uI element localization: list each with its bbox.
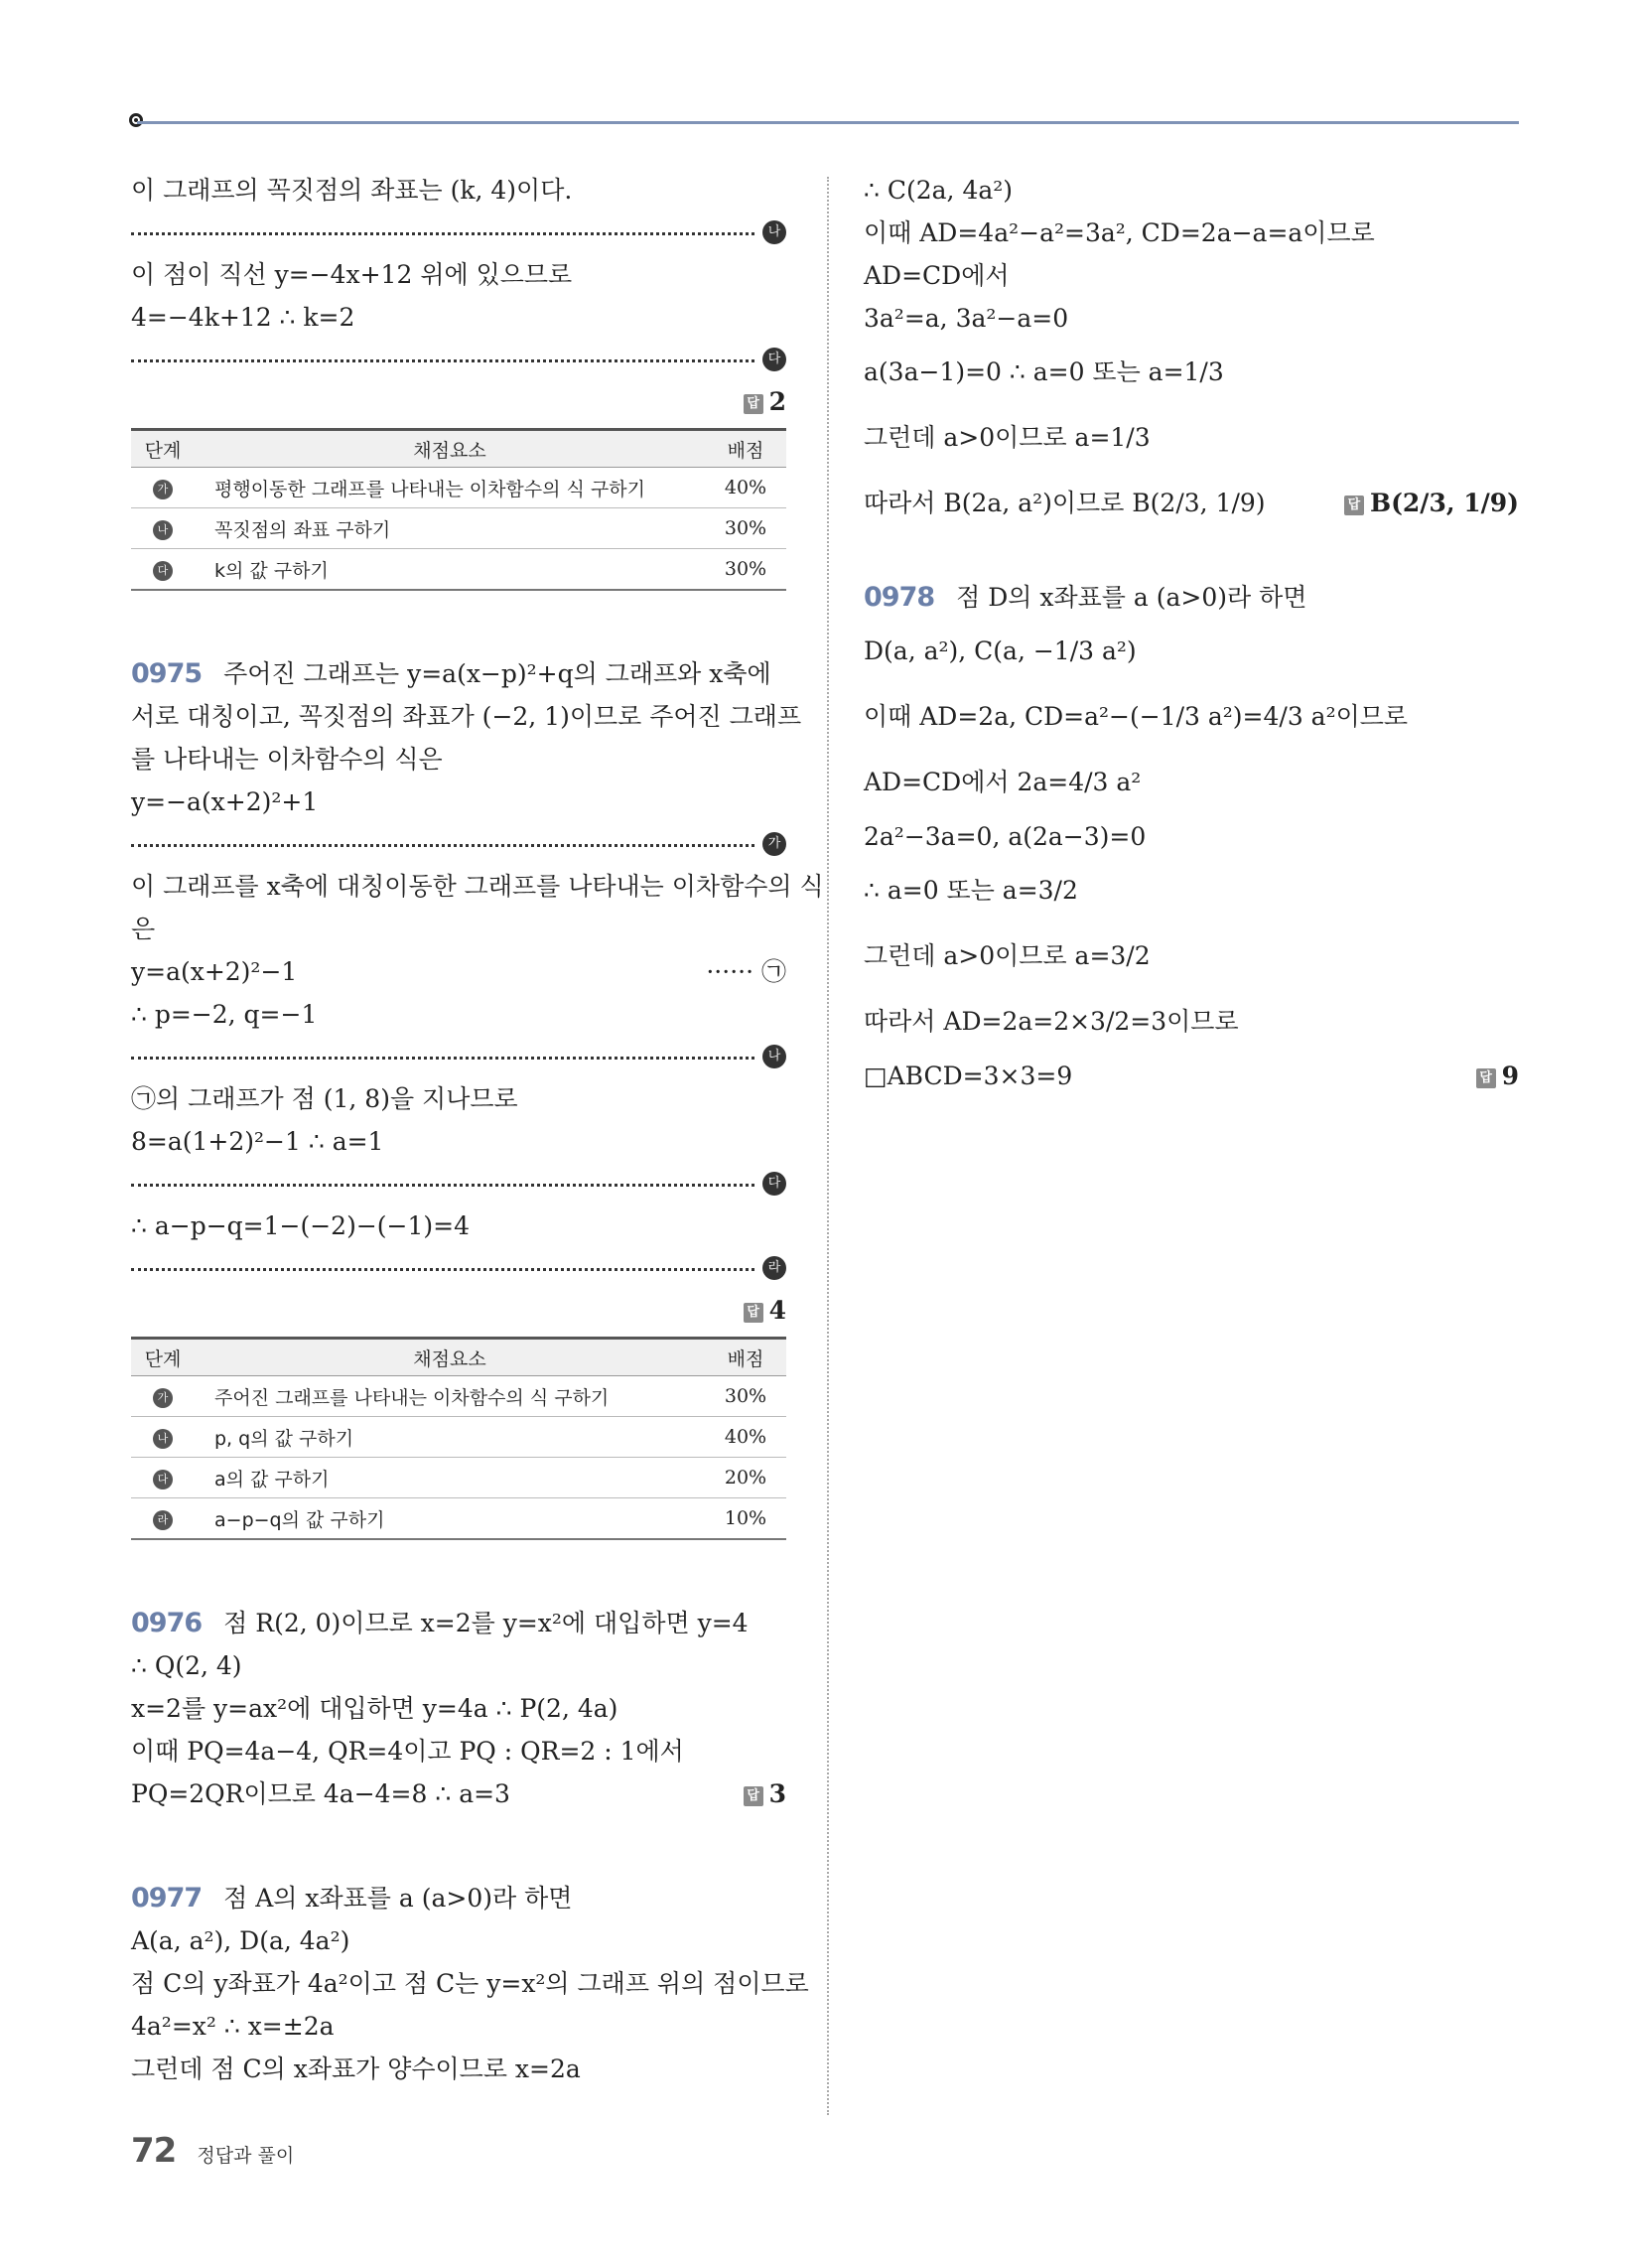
equation-line: y=a(x+2)²−1 ······ ㉠ — [131, 950, 786, 993]
text-line: 이때 AD=4a²−a²=3a², CD=2a−a=a이므로 — [864, 218, 1375, 247]
text-line: 이때 AD=2a, CD=a²−(−1/3 a²)=4/3 a²이므로 — [864, 702, 1409, 731]
text-line: 4=−4k+12 ∴ k=2 — [131, 303, 355, 332]
table-header: 배점 — [705, 430, 786, 468]
table-header: 단계 — [131, 1339, 195, 1376]
text-line: 따라서 AD=2a=2×3/2=3이므로 — [864, 1007, 1239, 1036]
step-badge: 나 — [762, 1045, 786, 1068]
table-cell: 10% — [705, 1498, 786, 1540]
step-badge: 다 — [153, 561, 173, 581]
table-cell: 20% — [705, 1458, 786, 1498]
answer — [744, 1772, 786, 1815]
text-line: AD=CD에서 2a=4/3 a² — [864, 768, 1142, 796]
text-line: ∴ C(2a, 4a²) — [864, 176, 1014, 205]
answer-icon: 답 — [744, 1303, 763, 1323]
footer-title: 정답과 풀이 — [197, 2145, 295, 2167]
text-line: ∴ Q(2, 4) — [131, 1651, 242, 1680]
text-line: y=−a(x+2)²+1 — [131, 787, 319, 816]
problem-number: 0975 — [131, 658, 203, 689]
step-separator — [131, 1163, 786, 1205]
table-row — [131, 1376, 786, 1417]
text-line: 그런데 a>0이므로 a=1/3 — [864, 423, 1151, 452]
text-line: a(3a−1)=0 ∴ a=0 또는 a=1/3 — [864, 357, 1224, 386]
text-line: ∴ a−p−q=1−(−2)−(−1)=4 — [131, 1211, 470, 1240]
table-cell: k의 값 구하기 — [195, 549, 705, 591]
step-badge: 나 — [762, 220, 786, 244]
text-line: 2a²−3a=0, a(2a−3)=0 — [864, 822, 1147, 851]
problem-0975-first-line: 0975 주어진 그래프는 y=a(x−p)²+q의 그래프와 x축에 — [131, 658, 771, 689]
text-line: 이때 PQ=4a−4, QR=4이고 PQ : QR=2 : 1에서 — [131, 1737, 684, 1766]
right-column — [864, 169, 1519, 1097]
answer — [1476, 1055, 1519, 1097]
text-line: AD=CD에서 — [864, 261, 1010, 290]
table-cell: 30% — [705, 1376, 786, 1417]
problem-number: 0977 — [131, 1883, 203, 1914]
text-line: 8=a(1+2)²−1 ∴ a=1 — [131, 1127, 384, 1156]
table-row — [131, 1417, 786, 1458]
text-line: A(a, a²), D(a, 4a²) — [131, 1926, 350, 1955]
table-cell: p, q의 값 구하기 — [195, 1417, 705, 1458]
answer-value: B(2/3, 1/9) — [1369, 489, 1519, 517]
text-line: ∴ a=0 또는 a=3/2 — [864, 876, 1078, 905]
table-header: 채점요소 — [195, 1339, 705, 1376]
problem-number: 0976 — [131, 1608, 203, 1638]
answer-icon: 답 — [1344, 496, 1364, 515]
table-cell: 꼭짓점의 좌표 구하기 — [195, 508, 705, 549]
step-badge: 다 — [762, 1172, 786, 1196]
step-badge: 나 — [153, 520, 173, 540]
answer — [1344, 471, 1519, 536]
text-line: 이 그래프의 꼭짓점의 좌표는 (k, 4)이다. — [131, 176, 573, 205]
page-number: 72 — [131, 2131, 177, 2171]
text-line: 따라서 B(2a, a²)이므로 B(2/3, 1/9) 답 B(2/3, 1/9) — [864, 471, 1519, 536]
text-line: 그런데 a>0이므로 a=3/2 — [864, 941, 1151, 970]
problem-number: 0978 — [864, 582, 935, 613]
problem-0976-first-line: 0976 점 R(2, 0)이므로 x=2를 y=x²에 대입하면 y=4 — [131, 1608, 749, 1638]
text-line: 4a²=x² ∴ x=±2a — [131, 2012, 335, 2041]
step-badge: 라 — [762, 1256, 786, 1280]
answer-row — [131, 380, 786, 420]
step-badge: 다 — [153, 1470, 173, 1489]
table-row — [131, 468, 786, 508]
table-row — [131, 508, 786, 549]
header-dot — [129, 113, 143, 127]
column-divider — [827, 177, 829, 2115]
table-cell: 40% — [705, 1417, 786, 1458]
table-row — [131, 1498, 786, 1540]
step-badge: 나 — [153, 1429, 173, 1449]
text-line: ㉠의 그래프가 점 (1, 8)을 지나므로 — [131, 1084, 518, 1113]
table-cell: 평행이동한 그래프를 나타내는 이차함수의 식 구하기 — [195, 468, 705, 508]
answer-icon: 답 — [744, 1786, 763, 1806]
table-cell: 40% — [705, 468, 786, 508]
text-line: □ABCD=3×3=9 답 9 — [864, 1055, 1519, 1097]
table-header: 단계 — [131, 430, 195, 468]
table-cell: a의 값 구하기 — [195, 1458, 705, 1498]
table-cell: 30% — [705, 508, 786, 549]
step-separator — [131, 339, 786, 380]
scoring-table-2 — [131, 1337, 786, 1540]
step-separator — [131, 823, 786, 865]
answer-icon: 답 — [744, 394, 763, 414]
text-line: PQ=2QR이므로 4a−4=8 ∴ a=3 답 3 — [131, 1772, 786, 1815]
step-badge: 다 — [762, 348, 786, 371]
scoring-table-1 — [131, 428, 786, 591]
text-line: 그런데 점 C의 x좌표가 양수이므로 x=2a — [131, 2055, 581, 2083]
table-header: 채점요소 — [195, 430, 705, 468]
step-separator — [131, 212, 786, 253]
answer-value: 4 — [768, 1296, 786, 1325]
problem-0977-first-line: 0977 점 A의 x좌표를 a (a>0)라 하면 — [131, 1883, 573, 1914]
table-cell: 주어진 그래프를 나타내는 이차함수의 식 구하기 — [195, 1376, 705, 1417]
answer-value: 2 — [768, 387, 786, 416]
table-cell: a−p−q의 값 구하기 — [195, 1498, 705, 1540]
text-line: ∴ p=−2, q=−1 — [131, 1000, 318, 1029]
step-badge: 라 — [153, 1510, 173, 1530]
step-badge: 가 — [153, 1388, 173, 1408]
text-line: 은 — [131, 915, 156, 943]
text-line: x=2를 y=ax²에 대입하면 y=4a ∴ P(2, 4a) — [131, 1694, 618, 1723]
text-line: 서로 대칭이고, 꼭짓점의 좌표가 (−2, 1)이므로 주어진 그래프 — [131, 702, 802, 731]
table-cell: 30% — [705, 549, 786, 591]
answer — [744, 1289, 786, 1332]
problem-0978-first-line: 0978 점 D의 x좌표를 a (a>0)라 하면 — [864, 582, 1307, 613]
page-footer — [131, 2131, 294, 2171]
step-separator — [131, 1247, 786, 1289]
text-line: 이 그래프를 x축에 대칭이동한 그래프를 나타내는 이차함수의 식 — [131, 872, 824, 901]
text-line: 점 C의 y좌표가 4a²이고 점 C는 y=x²의 그래프 위의 점이므로 — [131, 1969, 809, 1998]
answer-value: 3 — [768, 1779, 786, 1808]
answer — [744, 380, 786, 423]
text-line: D(a, a²), C(a, −1/3 a²) — [864, 637, 1137, 665]
equation-ref: ······ ㉠ — [706, 957, 786, 986]
step-badge: 가 — [153, 480, 173, 499]
step-separator — [131, 1036, 786, 1077]
left-column — [131, 169, 824, 2090]
step-badge: 가 — [762, 832, 786, 856]
table-header: 배점 — [705, 1339, 786, 1376]
answer-row — [131, 1289, 786, 1329]
table-row — [131, 1458, 786, 1498]
text-line: 를 나타내는 이차함수의 식은 — [131, 745, 443, 774]
text-line: 3a²=a, 3a²−a=0 — [864, 304, 1069, 333]
header-rule — [137, 121, 1519, 124]
answer-value: 9 — [1501, 1062, 1519, 1090]
table-row — [131, 549, 786, 591]
text-line: 이 점이 직선 y=−4x+12 위에 있으므로 — [131, 260, 573, 289]
answer-icon: 답 — [1476, 1068, 1496, 1088]
